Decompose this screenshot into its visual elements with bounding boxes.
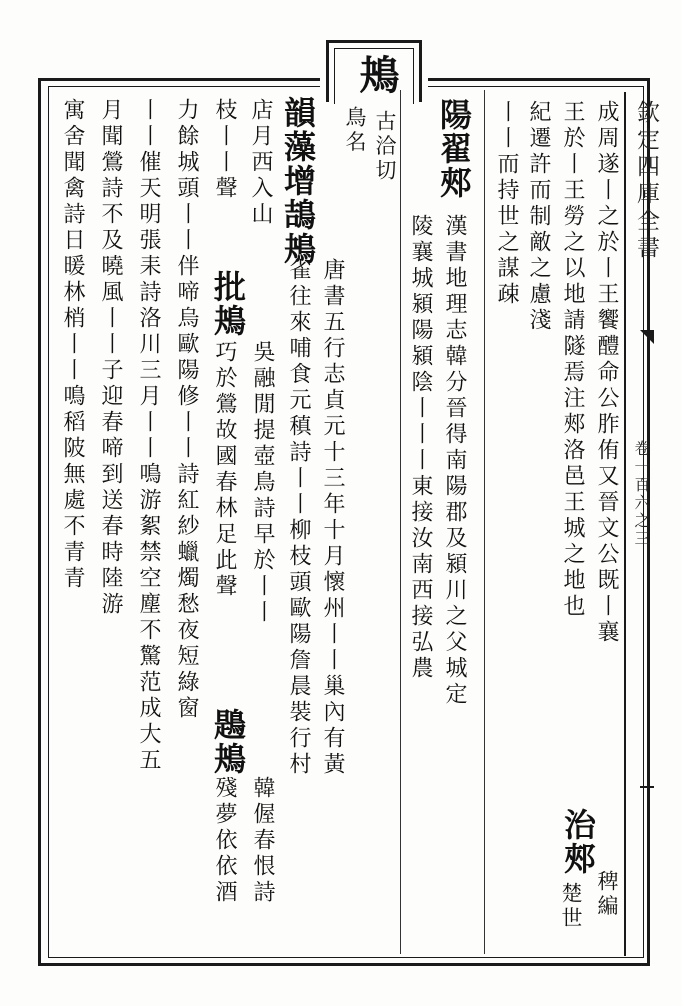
entry-heading: 韻藻增鴶鴂 (279, 96, 317, 266)
text-column-6: 陵襄城潁陽潁陰丨丨丨東接汝南西接弘農 (408, 214, 433, 682)
book-title: 欽定四庫全書 (633, 100, 659, 262)
heading-zhijia: 治郟 (559, 808, 597, 876)
entry-column-4a: 枝丨丨聲 (212, 98, 237, 202)
column-rule (484, 90, 485, 954)
margin-rule (624, 92, 626, 956)
text-column-5: 漢書地理志韓分晉得南陽郡及潁川之父城定 (442, 214, 467, 708)
heading-yangzhai: 陽翟郟 (435, 98, 473, 200)
note-chushi: 楚世 (559, 882, 583, 931)
entry-column-3c: 韓偓春恨詩 (250, 776, 275, 906)
text-column-1: 成周遂丨之於丨王饗醴命公胙侑又晉文公既丨襄 (594, 100, 619, 646)
entry-column-5: 力餘城頭丨丨伴啼烏歐陽修丨丨詩紅紗蠟燭愁夜短綠窗 (174, 98, 199, 722)
entry-heading-pijia: 批鴂 (209, 270, 247, 338)
head-gloss: 鳥名 (343, 106, 367, 155)
head-reading: 古洽切 (373, 110, 397, 184)
entry-column-8: 寓舍聞禽詩日暖林梢丨丨鳴稻陂無處不青青 (60, 98, 85, 592)
entry-column-4c: 殘夢依依酒 (212, 776, 237, 906)
fish-tail-mark-lower (640, 786, 654, 788)
fish-tail-mark (640, 330, 654, 344)
column-rule (400, 90, 401, 954)
note-baibian: 稗編 (595, 870, 619, 919)
entry-column-7: 月聞鶯詩不及曉風丨丨子迎春啼到送春時陸游 (98, 98, 123, 618)
entry-column-6: 丨丨催天明張耒詩洛川三月丨丨鳴游絮禁空塵不驚范成大五 (136, 98, 161, 774)
text-column-4: 丨丨而持世之謀疎 (494, 100, 519, 308)
volume-label: 卷一百六之三 (632, 440, 651, 548)
entry-column-3a: 店月西入山 (248, 98, 273, 228)
text-column-3: 紀遷許而制敵之慮淺 (526, 100, 551, 334)
entry-column-1: 唐書五行志貞元十三年十月懷州丨丨巢內有黃 (320, 258, 345, 778)
entry-heading-tijia: 鶗鴂 (209, 708, 247, 776)
head-character: 鴂 (353, 54, 400, 94)
entry-column-3b: 吳融閒提壺鳥詩早於丨丨 (250, 340, 275, 626)
entry-column-2: 雀往來哺食元稹詩丨丨柳枝頭歐陽詹晨裝行村 (286, 258, 311, 778)
text-column-2: 王於丨王勞之以地請隧焉注郟洛邑王城之地也 (560, 100, 585, 620)
entry-column-4b: 巧於鶯故國春林足此聲 (212, 340, 237, 600)
